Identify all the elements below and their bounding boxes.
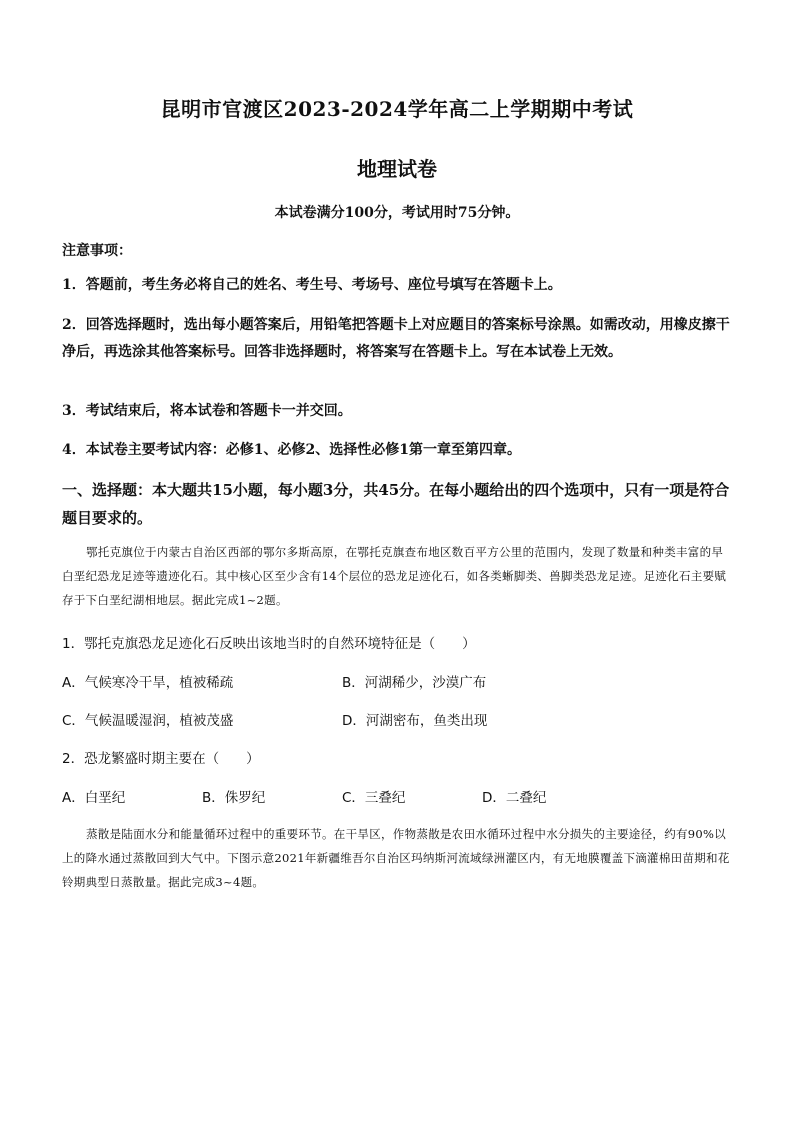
section-heading: 一、选择题：本大题共15小题，每小题3分，共45分。在每小题给出的四个选项中，只有一项是符合题目要求的。 (62, 481, 730, 527)
answer-option: A．白垩纪 (62, 790, 126, 806)
answer-option: A．气候寒冷干旱，植被稀疏 (62, 675, 234, 691)
page-title: 昆明市官渡区2023-2024学年高二上学期期中考试 (160, 97, 634, 121)
notice-item: 3．考试结束后，将本试卷和答题卡一并交回。 (62, 403, 352, 419)
answer-option: C．三叠纪 (342, 790, 406, 806)
notice-heading: 注意事项： (62, 243, 132, 259)
page-subtitle: 地理试卷 (357, 157, 437, 181)
question-stem: 2．恐龙繁盛时期主要在（ ） (62, 751, 260, 767)
answer-option: C．气候温暖湿润，植被茂盛 (62, 713, 234, 729)
answer-option: B．侏罗纪 (202, 790, 266, 806)
notice-item: 2．回答选择题时，选出每小题答案后，用铅笔把答题卡上对应题目的答案标号涂黑。如需改动，用橡皮擦干净后，再选涂其他答案标号。回答非选择题时，将答案写在答题卡上。写在本试卷上无效。 (62, 317, 730, 360)
passage-text: 鄂托克旗位于内蒙古自治区西部的鄂尔多斯高原，在鄂托克旗查布地区数百平方公里的范围内，发现了数量和种类丰富的早白垩纪恐龙足迹等遗迹化石。其中核心区至少含有14个层位的恐龙足迹化石，如各类蜥脚类、兽脚类恐龙足迹。足迹化石主要赋存于下白垩纪湖相地层。据此完成1~2题。 (62, 545, 727, 607)
notice-item: 1．答题前，考生务必将自己的姓名、考生号、考场号、座位号填写在答题卡上。 (62, 277, 562, 293)
answer-option: D．河湖密布，鱼类出现 (342, 713, 488, 729)
answer-option: B．河湖稀少，沙漠广布 (342, 675, 487, 691)
question-stem: 1．鄂托克旗恐龙足迹化石反映出该地当时的自然环境特征是（ ） (62, 636, 476, 652)
answer-option: D．二叠纪 (482, 790, 547, 806)
exam-info: 本试卷满分100分，考试用时75分钟。 (274, 205, 520, 221)
notice-item: 4．本试卷主要考试内容：必修1、必修2、选择性必修1第一章至第四章。 (62, 442, 521, 458)
passage-text: 蒸散是陆面水分和能量循环过程中的重要环节。在干旱区，作物蒸散是农田水循环过程中水分损失的主要途径，约有90%以上的降水通过蒸散回到大气中。下图示意2021年新疆维吾尔自治区玛纳斯河流域绿洲灌区内，有无地膜覆盖下滴灌棉田苗期和花铃期典型日蒸散量。据此完成3~4题。 (62, 827, 730, 889)
